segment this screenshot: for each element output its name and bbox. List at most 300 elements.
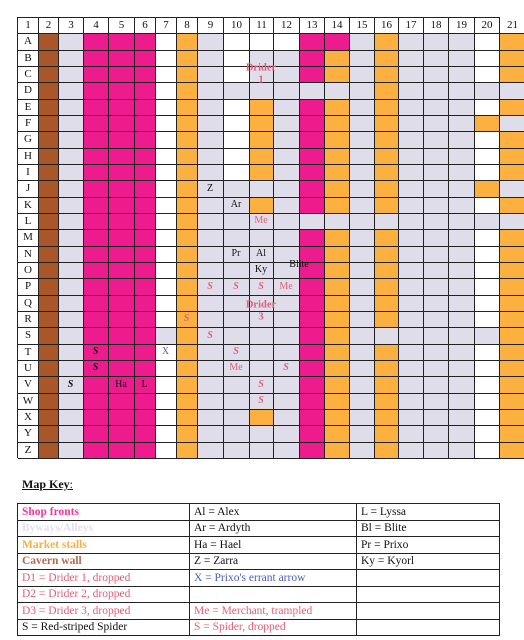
market-stall-cell xyxy=(177,198,198,214)
byway-cell xyxy=(399,247,424,263)
market-stall-cell xyxy=(177,361,198,377)
row-header-cell xyxy=(156,426,177,442)
dropped-spider-token: S xyxy=(207,329,213,341)
byway-cell xyxy=(350,214,375,230)
byway-cell xyxy=(59,279,84,295)
byway-cell xyxy=(59,296,84,312)
byway-cell xyxy=(224,426,250,442)
dropped-spider-token: S xyxy=(283,362,289,374)
key-prixo: Pr = Prixo xyxy=(357,537,500,554)
byway-cell xyxy=(274,426,300,442)
market-stall-cell xyxy=(177,165,198,181)
byway-cell xyxy=(399,100,424,116)
byway-cell xyxy=(274,116,300,132)
shop-front-cell xyxy=(84,312,109,328)
row-header-cell xyxy=(156,83,177,99)
shop-front-cell xyxy=(84,214,109,230)
shop-front-cell xyxy=(300,361,325,377)
cavern-wall-cell xyxy=(39,100,59,116)
market-stall-cell xyxy=(250,116,274,132)
market-stall-cell xyxy=(325,230,350,246)
shop-front-cell xyxy=(109,328,135,344)
shop-front-cell xyxy=(109,361,135,377)
character-token: Ky xyxy=(254,264,268,276)
byway-cell xyxy=(475,214,500,230)
byway-cell xyxy=(198,377,224,393)
byway-cell xyxy=(250,361,274,377)
column-header: 13 xyxy=(300,18,325,34)
shop-front-cell xyxy=(300,410,325,426)
market-stall-cell xyxy=(500,312,524,328)
row-header: U xyxy=(18,361,39,377)
byway-cell xyxy=(198,198,224,214)
key-drider-1: D1 = Drider 1, dropped xyxy=(18,570,190,587)
byway-cell xyxy=(449,34,475,50)
market-stall-cell xyxy=(500,51,524,67)
shop-front-cell xyxy=(300,51,325,67)
byway-cell xyxy=(224,230,250,246)
market-stall-cell xyxy=(177,149,198,165)
row-header: I xyxy=(18,165,39,181)
key-row xyxy=(18,619,500,636)
byway-cell xyxy=(500,83,524,99)
byway-cell xyxy=(250,83,274,99)
row-header-cell xyxy=(475,230,500,246)
byway-cell xyxy=(424,198,449,214)
key-cavern-wall: Cavern wall xyxy=(18,553,190,570)
row-header-cell xyxy=(475,394,500,410)
key-row xyxy=(18,603,500,620)
byway-cell xyxy=(399,132,424,148)
byway-cell xyxy=(250,443,274,459)
row-header-cell xyxy=(475,443,500,459)
byway-cell xyxy=(198,83,224,99)
spider-token: S xyxy=(67,378,74,390)
shop-front-cell xyxy=(300,328,325,344)
byway-cell xyxy=(274,67,300,83)
row-header-cell xyxy=(274,34,300,50)
row-header: L xyxy=(18,214,39,230)
byway-cell xyxy=(198,116,224,132)
cavern-wall-cell xyxy=(39,149,59,165)
market-stall-cell xyxy=(375,51,399,67)
row-header: Y xyxy=(18,426,39,442)
market-stall-cell xyxy=(325,296,350,312)
row-header-cell xyxy=(475,410,500,426)
shop-front-cell xyxy=(84,263,109,279)
shop-front-cell xyxy=(300,132,325,148)
byway-cell xyxy=(424,51,449,67)
shop-front-cell xyxy=(300,100,325,116)
byway-cell xyxy=(399,394,424,410)
byway-cell xyxy=(59,443,84,459)
shop-front-cell xyxy=(135,345,156,361)
market-stall-cell xyxy=(250,149,274,165)
byway-cell xyxy=(300,83,325,99)
byway-cell xyxy=(274,198,300,214)
row-header: V xyxy=(18,377,39,393)
byway-cell xyxy=(449,443,475,459)
market-stall-cell xyxy=(500,247,524,263)
byway-cell xyxy=(59,410,84,426)
market-stall-cell xyxy=(325,149,350,165)
cavern-wall-cell xyxy=(39,198,59,214)
market-stall-cell xyxy=(177,214,198,230)
shop-front-cell xyxy=(84,51,109,67)
byway-cell xyxy=(424,312,449,328)
market-stall-cell xyxy=(250,165,274,181)
byway-cell xyxy=(424,410,449,426)
row-header-cell xyxy=(224,149,250,165)
row-header: K xyxy=(18,198,39,214)
byway-cell xyxy=(449,377,475,393)
dropped-spider-token: S xyxy=(258,280,264,292)
byway-cell xyxy=(224,83,250,99)
key-drider-3: D3 = Drider 3, dropped xyxy=(18,603,190,620)
column-header: 8 xyxy=(177,18,198,34)
row-header: R xyxy=(18,312,39,328)
shop-front-cell xyxy=(109,279,135,295)
market-stall-cell xyxy=(325,426,350,442)
shop-front-cell xyxy=(109,132,135,148)
byway-cell xyxy=(449,312,475,328)
market-stall-cell xyxy=(325,132,350,148)
byway-cell xyxy=(274,377,300,393)
byway-cell xyxy=(350,149,375,165)
market-stall-cell xyxy=(500,377,524,393)
byway-cell xyxy=(198,51,224,67)
market-stall-cell xyxy=(500,426,524,442)
market-stall-cell xyxy=(325,100,350,116)
shop-front-cell xyxy=(135,410,156,426)
market-stall-cell xyxy=(177,116,198,132)
row-header: P xyxy=(18,279,39,295)
byway-cell xyxy=(274,230,300,246)
byway-cell xyxy=(350,279,375,295)
market-stall-cell xyxy=(500,279,524,295)
byway-cell xyxy=(424,83,449,99)
shop-front-cell xyxy=(300,296,325,312)
shop-front-cell xyxy=(84,198,109,214)
market-stall-cell xyxy=(375,132,399,148)
row-header: S xyxy=(18,328,39,344)
byway-cell xyxy=(59,165,84,181)
market-stall-cell xyxy=(177,377,198,393)
byway-cell xyxy=(399,198,424,214)
market-stall-cell xyxy=(325,377,350,393)
byway-cell xyxy=(350,165,375,181)
shop-front-cell xyxy=(84,116,109,132)
market-stall-cell xyxy=(500,361,524,377)
key-row xyxy=(18,537,500,554)
byway-cell xyxy=(424,214,449,230)
character-token: Pr xyxy=(231,247,241,259)
dropped-spider-token: S xyxy=(258,394,264,406)
byway-cell xyxy=(274,394,300,410)
cavern-wall-cell xyxy=(39,165,59,181)
shop-front-cell xyxy=(109,296,135,312)
shop-front-cell xyxy=(300,165,325,181)
byway-cell xyxy=(156,328,177,344)
shop-front-cell xyxy=(300,377,325,393)
key-red-striped-spider: S = Red-striped Spider xyxy=(18,619,190,636)
column-header: 5 xyxy=(109,18,135,34)
shop-front-cell xyxy=(300,67,325,83)
cavern-wall-cell xyxy=(39,263,59,279)
key-hael: Ha = Hael xyxy=(190,537,357,554)
byway-cell xyxy=(399,67,424,83)
byway-cell xyxy=(325,214,350,230)
byway-cell xyxy=(274,83,300,99)
shop-front-cell xyxy=(135,67,156,83)
cavern-wall-cell xyxy=(39,116,59,132)
row-header-cell xyxy=(156,230,177,246)
market-stall-cell xyxy=(375,377,399,393)
shop-front-cell xyxy=(84,165,109,181)
market-stall-cell xyxy=(375,443,399,459)
byway-cell xyxy=(198,410,224,426)
shop-front-cell xyxy=(109,230,135,246)
cavern-wall-cell xyxy=(39,328,59,344)
byway-cell xyxy=(198,247,224,263)
byway-cell xyxy=(399,230,424,246)
byway-cell xyxy=(224,328,250,344)
market-stall-cell xyxy=(177,443,198,459)
byway-cell xyxy=(399,410,424,426)
market-stall-cell xyxy=(375,198,399,214)
row-header-cell xyxy=(475,345,500,361)
key-empty xyxy=(357,603,500,620)
market-stall-cell xyxy=(177,132,198,148)
byway-cell xyxy=(399,181,424,197)
shop-front-cell xyxy=(109,165,135,181)
byway-cell xyxy=(399,263,424,279)
shop-front-cell xyxy=(135,214,156,230)
byway-cell xyxy=(198,230,224,246)
byway-cell xyxy=(198,165,224,181)
market-stall-cell xyxy=(325,279,350,295)
byway-cell xyxy=(59,230,84,246)
shop-front-cell xyxy=(109,51,135,67)
market-stall-cell xyxy=(500,263,524,279)
byway-cell xyxy=(449,279,475,295)
row-header: A xyxy=(18,34,39,50)
byway-cell xyxy=(449,165,475,181)
byway-cell xyxy=(399,34,424,50)
market-stall-cell xyxy=(375,116,399,132)
byway-cell xyxy=(350,51,375,67)
market-stall-cell xyxy=(500,394,524,410)
byway-cell xyxy=(424,230,449,246)
key-row xyxy=(18,570,500,587)
column-header: 6 xyxy=(135,18,156,34)
character-token: Blite xyxy=(289,259,309,271)
shop-front-cell xyxy=(300,426,325,442)
row-header: O xyxy=(18,263,39,279)
key-merchant-trampled: Me = Merchant, trampled xyxy=(190,603,357,620)
byway-cell xyxy=(350,100,375,116)
cavern-wall-cell xyxy=(39,426,59,442)
market-stall-cell xyxy=(375,149,399,165)
byway-cell xyxy=(449,247,475,263)
shop-front-cell xyxy=(135,247,156,263)
market-stall-cell xyxy=(325,345,350,361)
shop-front-cell xyxy=(135,149,156,165)
shop-front-cell xyxy=(135,361,156,377)
byway-cell xyxy=(224,214,250,230)
byway-cell xyxy=(198,312,224,328)
market-stall-cell xyxy=(250,100,274,116)
key-empty xyxy=(190,586,357,603)
shop-front-cell xyxy=(135,312,156,328)
shop-front-cell xyxy=(325,34,350,50)
shop-front-cell xyxy=(109,34,135,50)
dropped-spider-token: S xyxy=(233,280,239,292)
row-header-cell xyxy=(475,198,500,214)
row-header-cell xyxy=(475,51,500,67)
row-header-cell xyxy=(156,296,177,312)
spider-token: S xyxy=(92,345,99,357)
market-stall-cell xyxy=(177,83,198,99)
key-zarra: Z = Zarra xyxy=(190,553,357,570)
row-header-cell xyxy=(156,149,177,165)
row-header: G xyxy=(18,132,39,148)
market-stall-cell xyxy=(500,67,524,83)
map-key-title: Map Key: xyxy=(22,477,74,491)
byway-cell xyxy=(59,263,84,279)
drider-token: Drider 3 xyxy=(245,299,277,322)
row-header: Q xyxy=(18,296,39,312)
byway-cell xyxy=(274,345,300,361)
row-header-cell xyxy=(475,377,500,393)
shop-front-cell xyxy=(109,345,135,361)
row-header-cell xyxy=(156,116,177,132)
byway-cell xyxy=(399,279,424,295)
byway-cell xyxy=(274,149,300,165)
cavern-wall-cell xyxy=(39,214,59,230)
shop-front-cell xyxy=(135,132,156,148)
row-header-cell xyxy=(156,361,177,377)
byway-cell xyxy=(399,345,424,361)
byway-cell xyxy=(198,296,224,312)
dropped-spider-token: S xyxy=(183,313,190,325)
shop-front-cell xyxy=(84,394,109,410)
cavern-wall-cell xyxy=(39,51,59,67)
key-shop-fronts: Shop fronts xyxy=(18,504,190,521)
byway-cell xyxy=(274,410,300,426)
market-stall-cell xyxy=(500,230,524,246)
byway-cell xyxy=(59,328,84,344)
cavern-wall-cell xyxy=(39,230,59,246)
byway-cell xyxy=(198,100,224,116)
market-stall-cell xyxy=(177,410,198,426)
key-kyorl: Ky = Kyorl xyxy=(357,553,500,570)
column-header: 7 xyxy=(156,18,177,34)
shop-front-cell xyxy=(135,165,156,181)
byway-cell xyxy=(274,296,300,312)
byway-cell xyxy=(59,394,84,410)
shop-front-cell xyxy=(109,214,135,230)
row-header-cell xyxy=(156,100,177,116)
drider-token: Drider 1 xyxy=(245,62,277,86)
byway-cell xyxy=(424,132,449,148)
column-header: 14 xyxy=(325,18,350,34)
market-stall-cell xyxy=(500,132,524,148)
byway-cell xyxy=(449,230,475,246)
merchant-token: Me xyxy=(279,280,293,292)
market-stall-cell xyxy=(177,181,198,197)
byway-cell xyxy=(399,214,424,230)
shop-front-cell xyxy=(135,263,156,279)
row-header-cell xyxy=(475,149,500,165)
shop-front-cell xyxy=(109,247,135,263)
row-header: N xyxy=(18,247,39,263)
byway-cell xyxy=(449,263,475,279)
row-header-cell xyxy=(475,132,500,148)
byway-cell xyxy=(224,394,250,410)
byway-cell xyxy=(399,328,424,344)
row-header-cell xyxy=(475,312,500,328)
byway-cell xyxy=(350,328,375,344)
market-stall-cell xyxy=(500,149,524,165)
byway-cell xyxy=(59,312,84,328)
shop-front-cell xyxy=(135,181,156,197)
dropped-spider-token: S xyxy=(258,378,264,390)
key-row xyxy=(18,586,500,603)
market-stall-cell xyxy=(375,312,399,328)
byway-cell xyxy=(59,100,84,116)
byway-cell xyxy=(59,34,84,50)
dropped-spider-token: S xyxy=(207,280,213,292)
row-header-cell xyxy=(156,132,177,148)
cavern-wall-cell xyxy=(39,312,59,328)
market-stall-cell xyxy=(500,410,524,426)
cavern-wall-cell xyxy=(39,83,59,99)
column-header: 4 xyxy=(84,18,109,34)
row-header-cell xyxy=(475,279,500,295)
row-header: J xyxy=(18,181,39,197)
market-stall-cell xyxy=(177,67,198,83)
cavern-wall-cell xyxy=(39,377,59,393)
market-stall-cell xyxy=(177,279,198,295)
byway-cell xyxy=(350,181,375,197)
row-header-cell xyxy=(156,263,177,279)
byway-cell xyxy=(198,149,224,165)
row-header: D xyxy=(18,83,39,99)
key-alex: Al = Alex xyxy=(190,504,357,521)
market-stall-cell xyxy=(375,426,399,442)
market-stall-cell xyxy=(177,263,198,279)
byway-cell xyxy=(449,361,475,377)
shop-front-cell xyxy=(84,149,109,165)
market-stall-cell xyxy=(325,181,350,197)
byway-cell xyxy=(449,394,475,410)
byway-cell xyxy=(449,296,475,312)
market-stall-cell xyxy=(500,165,524,181)
market-stall-cell xyxy=(325,410,350,426)
shop-front-cell xyxy=(109,394,135,410)
shop-front-cell xyxy=(135,51,156,67)
byway-cell xyxy=(198,394,224,410)
byway-cell xyxy=(424,426,449,442)
shop-front-cell xyxy=(84,410,109,426)
byway-cell xyxy=(449,132,475,148)
key-market-stalls: Market stalls xyxy=(18,537,190,554)
cavern-wall-cell xyxy=(39,247,59,263)
byway-cell xyxy=(399,312,424,328)
row-header-cell xyxy=(224,116,250,132)
market-stall-cell xyxy=(375,67,399,83)
